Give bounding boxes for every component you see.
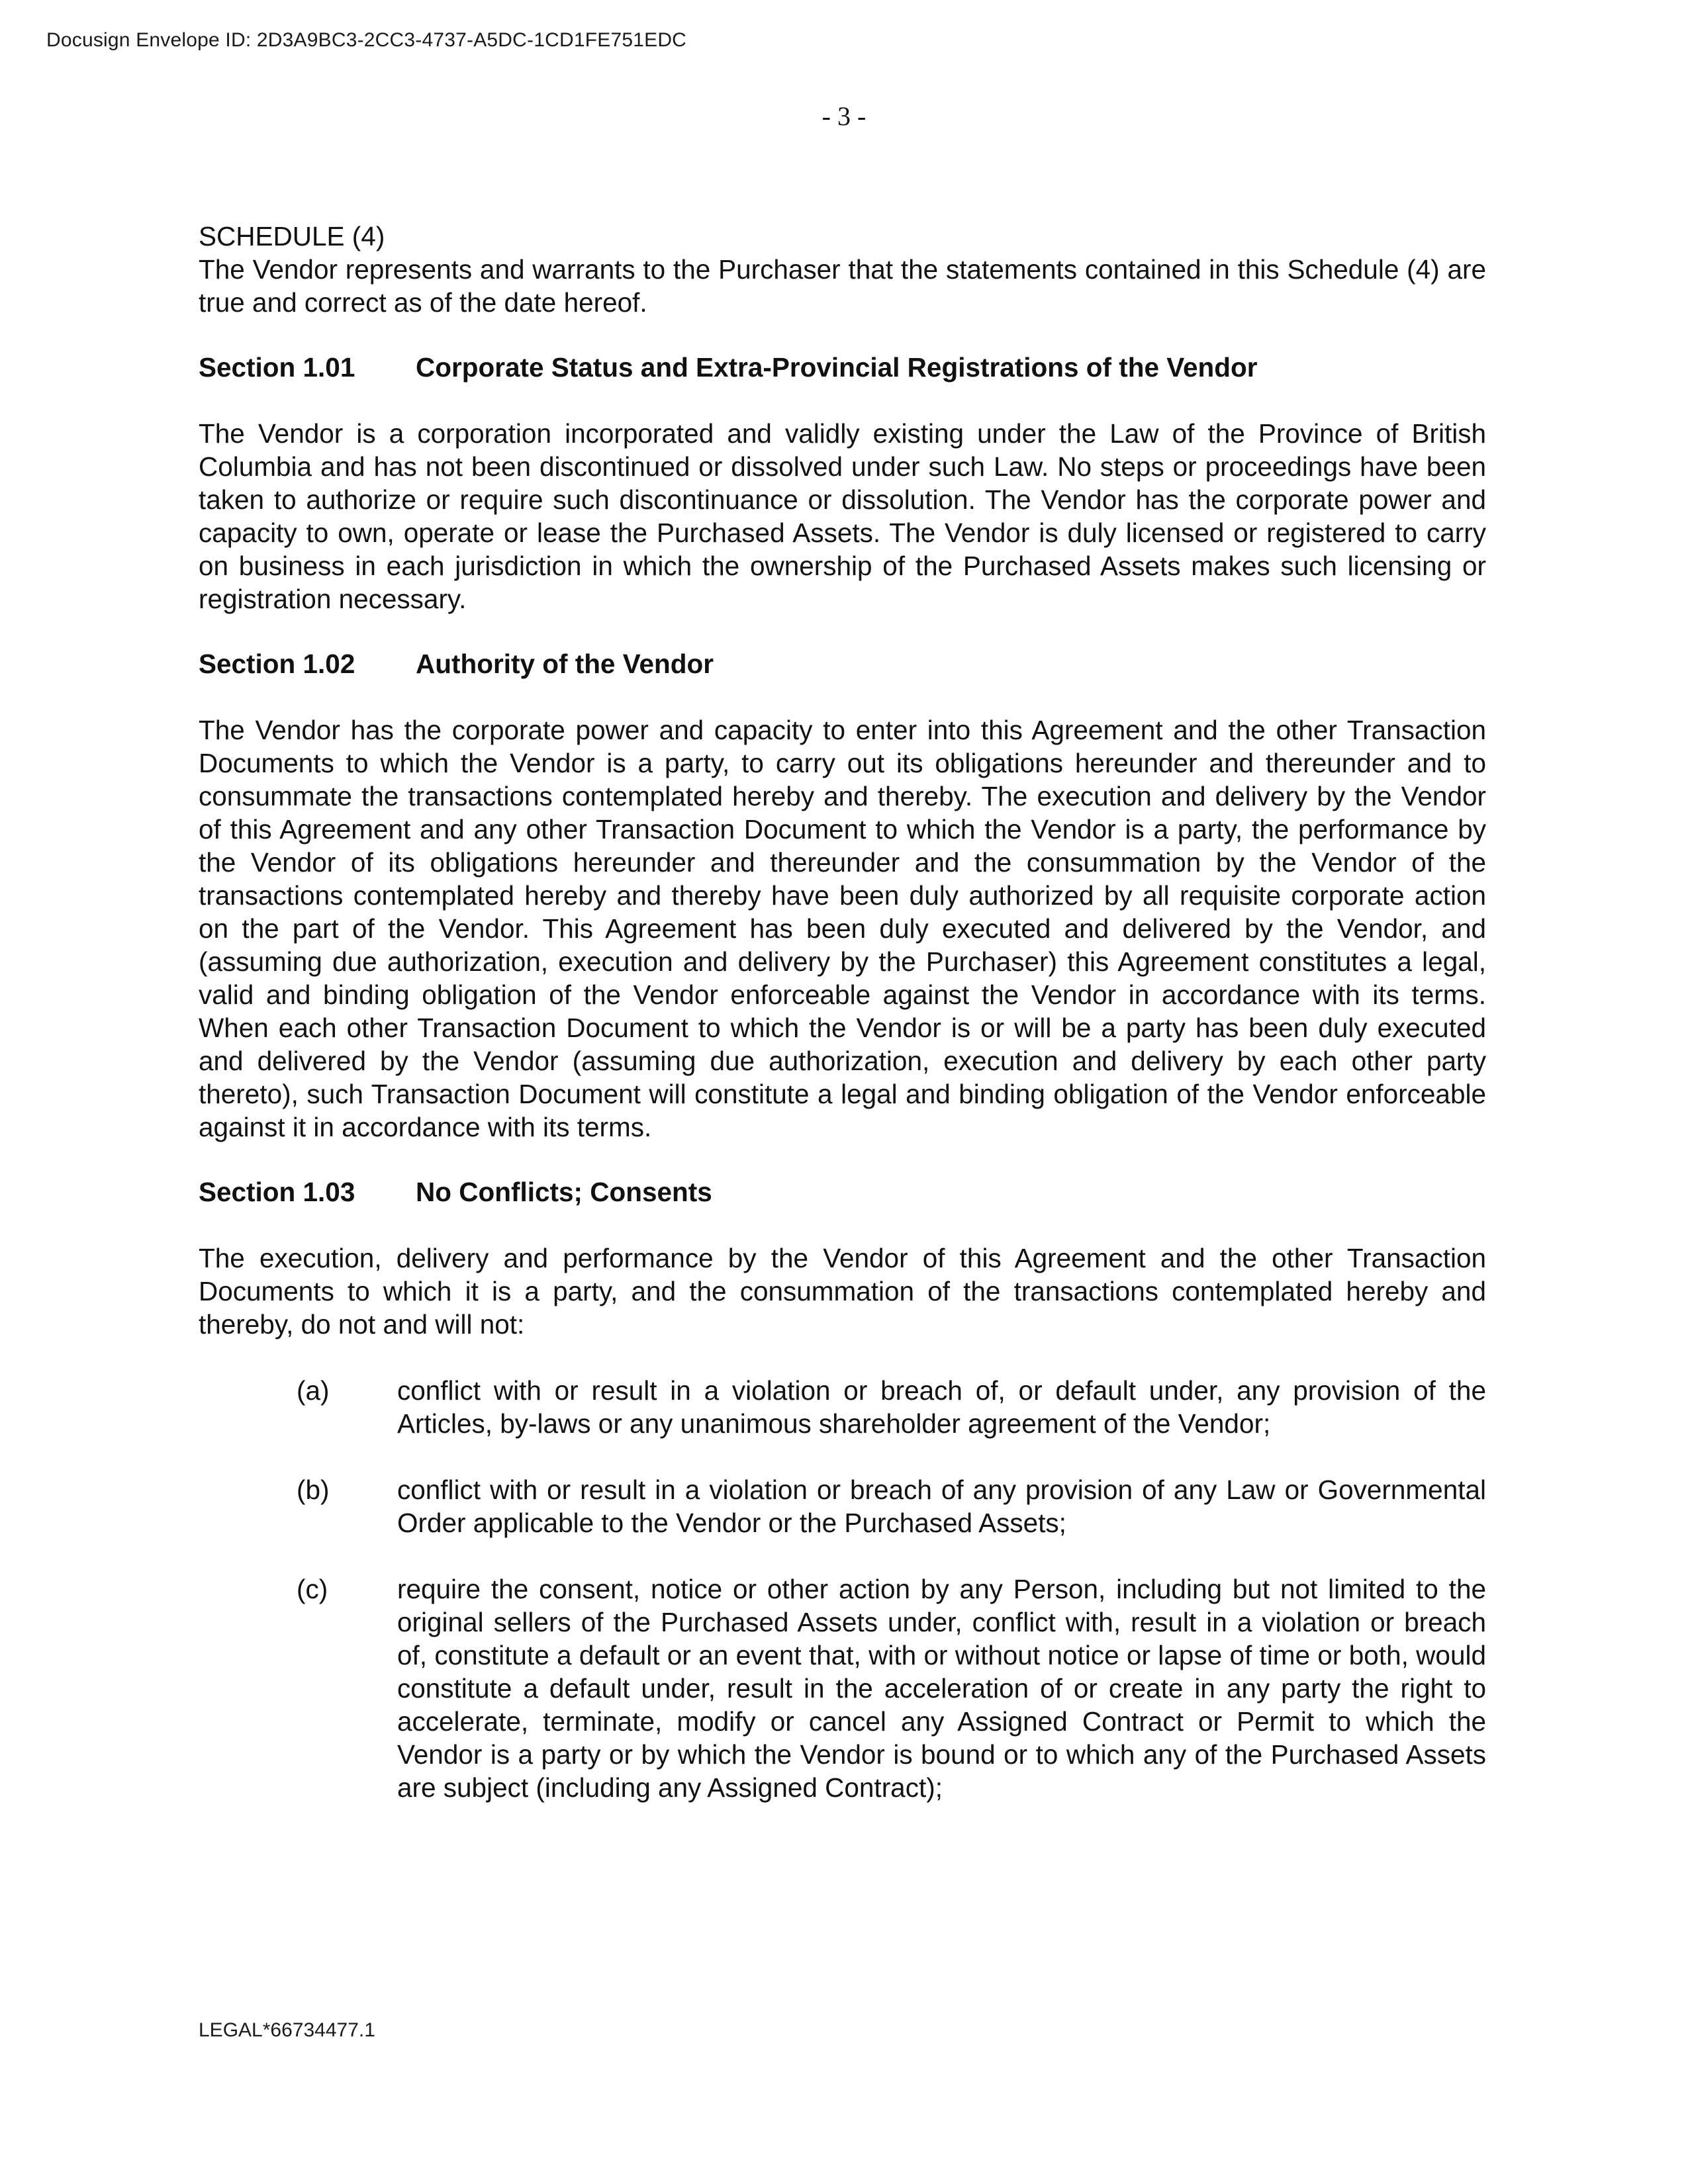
list-item-label: (c) <box>297 1574 328 1604</box>
section-number: Section 1.02 <box>199 649 355 679</box>
list-item <box>199 1473 1486 1539</box>
section-number: Section 1.03 <box>199 1177 355 1207</box>
document-reference: LEGAL*66734477.1 <box>199 2019 375 2041</box>
section-title: Authority of the Vendor <box>416 649 714 679</box>
schedule-title: SCHEDULE (4) <box>199 221 385 251</box>
list-item-text: conflict with or result in a violation or breach of, or default under, any provision of the Articles, by-laws or any unanimous shareholder agreement of the Vendor; <box>397 1375 1486 1439</box>
section-number: Section 1.01 <box>199 352 355 383</box>
section-1-03 <box>199 1175 1486 1804</box>
conflicts-list <box>199 1374 1486 1804</box>
list-item-text: require the consent, notice or other action by any Person, including but not limited to the original sellers of the Purchased Assets under, conflict with, result in a violation or breach of, constitute a default or an event that, with or without notice or lapse of time or both, would constitute a default under, result in the acceleration of or create in any party the right to accelerate, terminate, modify or cancel any Assigned Contract or Permit to which the Vendor is a party or by which the Vendor is bound or to which any of the Purchased Assets are subject (including any Assigned Contract); <box>397 1574 1486 1803</box>
schedule-intro: The Vendor represents and warrants to the Purchaser that the statements contained in this Schedule (4) are true and correct as of the date hereof. <box>199 254 1486 318</box>
envelope-id: Docusign Envelope ID: 2D3A9BC3-2CC3-4737-A5DC-1CD1FE751EDC <box>46 29 687 51</box>
section-heading <box>199 351 1486 384</box>
section-body: The Vendor has the corporate power and capacity to enter into this Agreement and the other Transaction Documents to which the Vendor is a party, to carry out its obligations hereunder and thereunder and to consummate the transactions contemplated hereby and thereby. The execution and delivery by the Vendor of this Agreement and any other Transaction Document to which the Vendor is a party, the performance by the Vendor of its obligations hereunder and thereunder and the consummation by the Vendor of the transactions contemplated hereby and thereby have been duly authorized by all requisite corporate action on the part of the Vendor. This Agreement has been duly executed and delivered by the Vendor, and (assuming due authorization, execution and delivery by the Purchaser) this Agreement constitutes a legal, valid and binding obligation of the Vendor enforceable against the Vendor in accordance with its terms. When each other Transaction Document to which the Vendor is or will be a party has been duly executed and delivered by the Vendor (assuming due authorization, execution and delivery by each other party thereto), such Transaction Document will constitute a legal and binding obligation of the Vendor enforceable against it in accordance with its terms. <box>199 715 1486 1142</box>
section-title: Corporate Status and Extra-Provincial Registrations of the Vendor <box>416 352 1258 383</box>
list-item <box>199 1572 1486 1804</box>
section-body: The Vendor is a corporation incorporated and validly existing under the Law of the Province of British Columbia and has not been discontinued or dissolved under such Law. No steps or proceedings have been taken to authorize or require such discontinuance or dissolution. The Vendor has the corporate power and capacity to own, operate or lease the Purchased Assets. The Vendor is duly licensed or registered to carry on business in each jurisdiction in which the ownership of the Purchased Assets makes such licensing or registration necessary. <box>199 418 1486 614</box>
section-title: No Conflicts; Consents <box>416 1177 712 1207</box>
list-item <box>199 1374 1486 1440</box>
section-body: The execution, delivery and performance by the Vendor of this Agreement and the other Transaction Documents to which it is a party, and the consummation of the transactions contemplated hereby and thereby, do not and will not: <box>199 1243 1486 1340</box>
list-item-text: conflict with or result in a violation or breach of any provision of any Law or Governmental Order applicable to the Vendor or the Purchased Assets; <box>397 1475 1486 1538</box>
section-1-02 <box>199 647 1486 1144</box>
section-heading <box>199 647 1486 680</box>
list-item-label: (a) <box>297 1375 330 1406</box>
document-body <box>199 220 1486 1837</box>
section-1-01 <box>199 351 1486 615</box>
section-heading <box>199 1175 1486 1208</box>
page-number: - 3 - <box>821 101 867 131</box>
list-item-label: (b) <box>297 1475 330 1505</box>
